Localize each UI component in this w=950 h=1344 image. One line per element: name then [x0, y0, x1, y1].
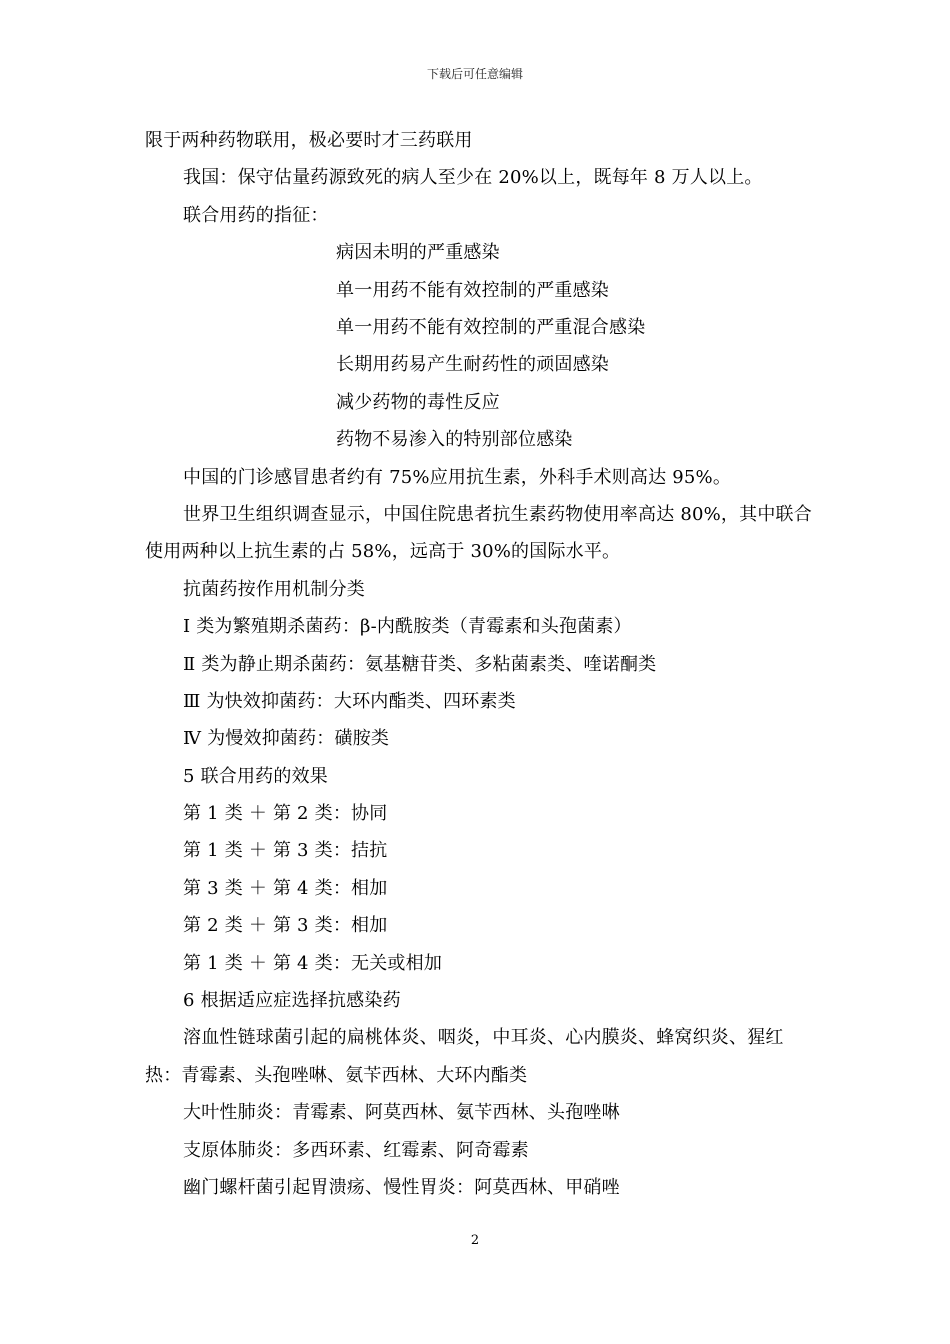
- paragraph: 溶血性链球菌引起的扁桃体炎、咽炎，中耳炎、心内膜炎、蜂窝织炎、猩红热：青霉素、头孢唑啉、氨苄西林、大环内酯类: [145, 1027, 784, 1086]
- section-heading: 5 联合用药的效果: [183, 765, 328, 787]
- list-item: 药物不易渗入的特别部位感染: [336, 429, 573, 451]
- list-item: 长期用药易产生耐药性的顽固感染: [336, 354, 609, 376]
- list-item: 单一用药不能有效控制的严重感染: [336, 279, 609, 301]
- list-item: Ⅲ 为快效抑菌药：大环内酯类、四环素类: [183, 690, 516, 712]
- paragraph: 幽门螺杆菌引起胃溃疡、慢性胃炎：阿莫西林、甲硝唑: [183, 1177, 620, 1198]
- paragraph: 我国：保守估量药源致死的病人至少在 20%以上，既每年 8 万人以上。: [183, 167, 763, 189]
- paragraph: 大叶性肺炎：青霉素、阿莫西林、氨苄西林、头孢唑啉: [183, 1102, 620, 1124]
- list-item: 单一用药不能有效控制的严重混合感染: [336, 316, 646, 338]
- list-item: 第 1 类 ＋ 第 3 类：拮抗: [183, 840, 388, 862]
- list-item: Ⅰ 类为繁殖期杀菌药：β-内酰胺类（青霉素和头孢菌素）: [183, 616, 632, 638]
- paragraph: 中国的门诊感冒患者约有 75%应用抗生素，外科手术则高达 95%。: [183, 466, 732, 488]
- paragraph: 支原体肺炎：多西环素、红霉素、阿奇霉素: [183, 1139, 529, 1161]
- list-item: Ⅱ 类为静止期杀菌药：氨基糖苷类、多粘菌素类、喹诺酮类: [183, 653, 657, 675]
- list-item: 第 1 类 ＋ 第 2 类：协同: [183, 803, 388, 825]
- list-item: 病因未明的严重感染: [336, 242, 500, 264]
- list-item: 减少药物的毒性反应: [336, 391, 500, 413]
- section-heading: 6 根据适应症选择抗感染药: [183, 990, 401, 1012]
- list-item: 第 3 类 ＋ 第 4 类：相加: [183, 877, 388, 899]
- paragraph: 限于两种药物联用，极必要时才三药联用: [145, 130, 473, 151]
- section-heading: 联合用药的指征：: [183, 204, 329, 226]
- list-item: Ⅳ 为慢效抑菌药：磺胺类: [183, 728, 390, 750]
- document-body: [145, 122, 815, 1206]
- list-item: 第 2 类 ＋ 第 3 类：相加: [183, 915, 388, 937]
- page-number: 2: [470, 1233, 480, 1248]
- list-item: 第 1 类 ＋ 第 4 类：无关或相加: [183, 952, 443, 974]
- page-header: 下载后可任意编辑: [426, 67, 523, 81]
- paragraph: 世界卫生组织调查显示，中国住院患者抗生素药物使用率高达 80%，其中联合使用两种以上抗生素的占 58%，远高于 30%的国际水平。: [145, 503, 812, 563]
- section-heading: 抗菌药按作用机制分类: [183, 578, 365, 600]
